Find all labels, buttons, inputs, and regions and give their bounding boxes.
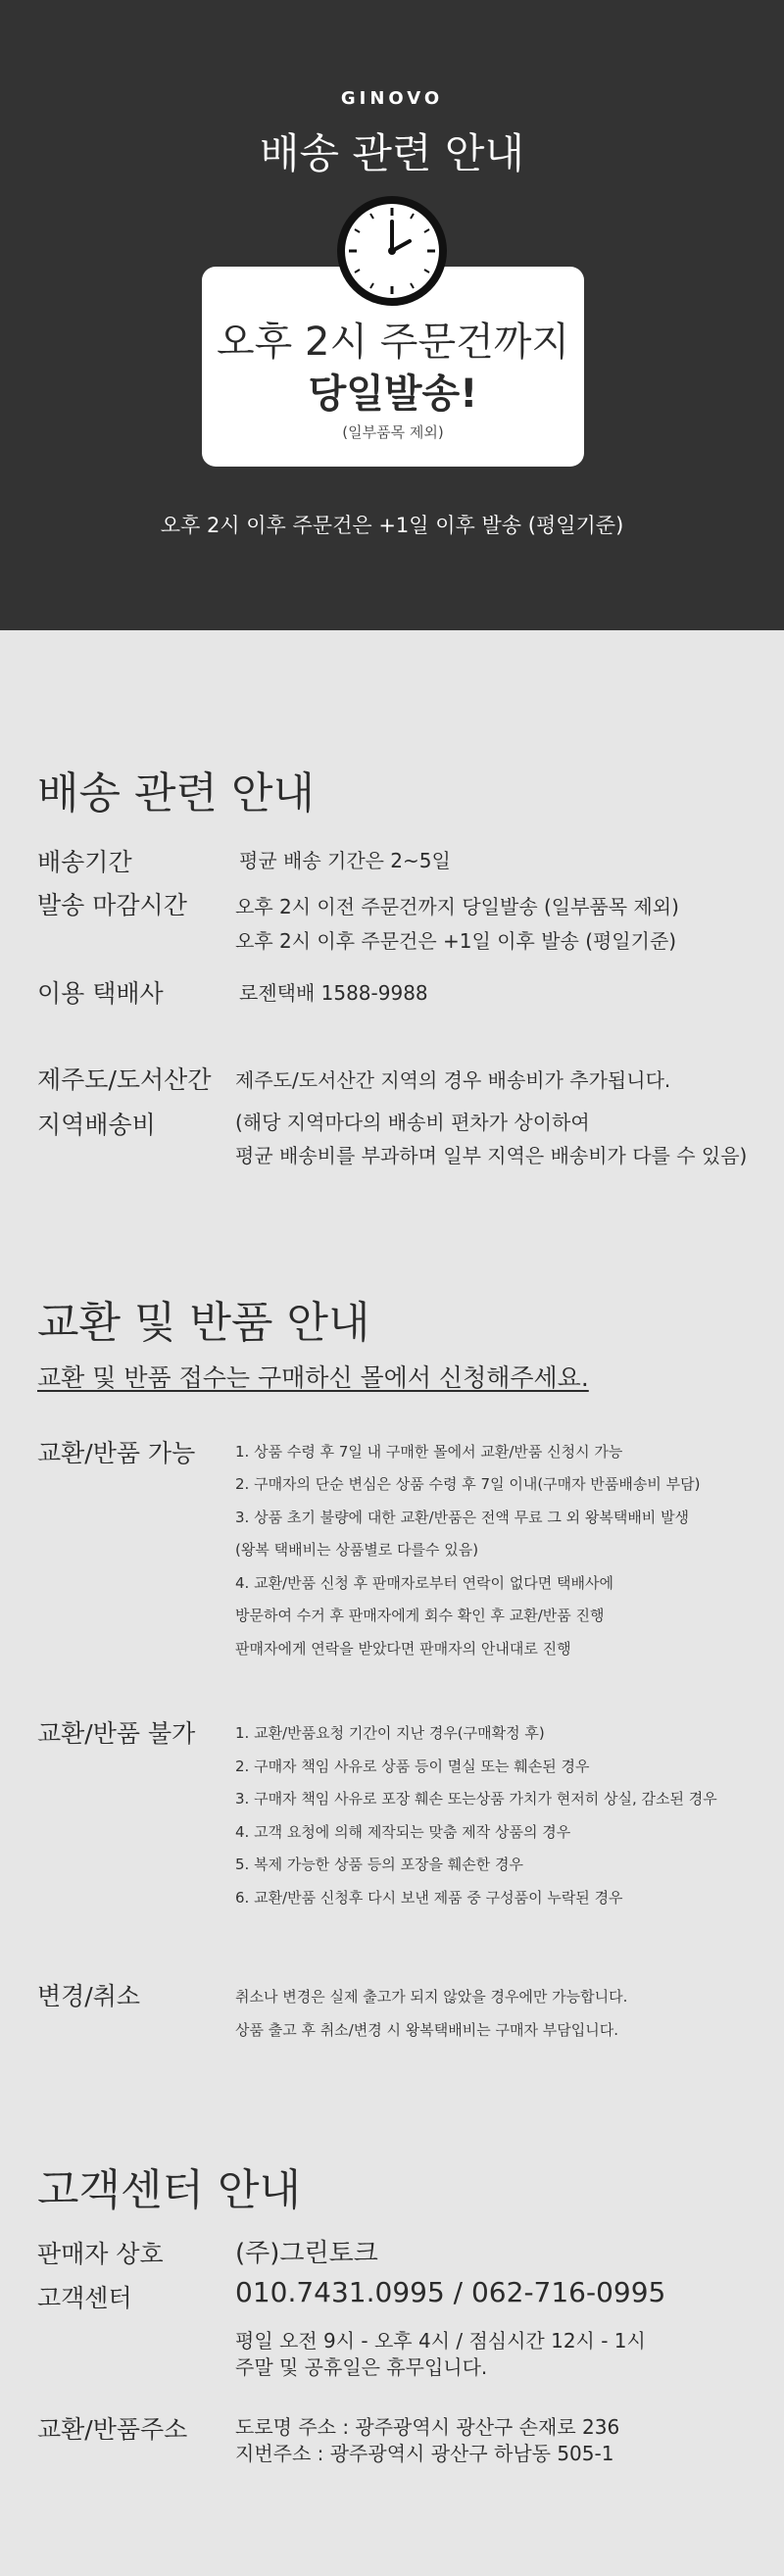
list-item: 6. 교환/반품 신청후 다시 보낸 제품 중 구성품이 누락된 경우: [235, 1889, 623, 1907]
list-item: 판매자에게 연락을 받았다면 판매자의 안내대로 진행: [235, 1640, 571, 1658]
returns-possible-label: 교환/반품 가능: [37, 1439, 196, 1467]
cs-section-title: 고객센터 안내: [37, 2165, 302, 2215]
cancel-label: 변경/취소: [37, 1982, 141, 2010]
returns-impossible-label: 교환/반품 불가: [37, 1719, 196, 1748]
card-line-1: 오후 2시 주문건까지: [217, 320, 569, 365]
hero-subtitle: 오후 2시 이후 주문건은 +1일 이후 발송 (평일기준): [160, 514, 624, 537]
list-item: 3. 구매자 책임 사유로 포장 훼손 또는상품 가치가 현저히 상실, 감소된 경우: [235, 1790, 717, 1808]
island-value-1: 제주도/도서산간 지역의 경우 배송비가 추가됩니다.: [235, 1068, 671, 1092]
island-label-2: 지역배송비: [37, 1111, 156, 1139]
island-label-1: 제주도/도서산간: [37, 1065, 212, 1094]
period-value: 평균 배송 기간은 2~5일: [239, 849, 451, 872]
list-item: 1. 교환/반품요청 기간이 지난 경우(구매확정 후): [235, 1724, 545, 1742]
clock-icon: [337, 196, 447, 306]
hours-line-2: 주말 및 공휴일은 휴무입니다.: [235, 2355, 488, 2379]
hero-title: 배송 관련 안내: [259, 129, 525, 177]
address-line-1: 도로명 주소 : 광주광역시 광산구 손재로 236: [235, 2415, 620, 2439]
seller-value: (주)그린토크: [235, 2239, 378, 2268]
center-phone: 010.7431.0995 / 062-716-0995: [235, 2276, 666, 2308]
courier-value: 로젠택배 1588-9988: [239, 981, 428, 1005]
returns-notice: 교환 및 반품 접수는 구매하신 몰에서 신청해주세요.: [37, 1363, 589, 1392]
address-label: 교환/반품주소: [37, 2415, 188, 2444]
center-label: 고객센터: [37, 2284, 132, 2312]
card-note: (일부품목 제외): [342, 423, 444, 441]
cutoff-value-1: 오후 2시 이전 주문건까지 당일발송 (일부품목 제외): [235, 895, 679, 918]
cutoff-value-2: 오후 2시 이후 주문건은 +1일 이후 발송 (평일기준): [235, 929, 677, 953]
card-line-2: 당일발송!: [308, 372, 478, 417]
list-item: 취소나 변경은 실제 출고가 되지 않았을 경우에만 가능합니다.: [235, 1988, 628, 2006]
list-item: 방문하여 수거 후 판매자에게 회수 확인 후 교환/반품 진행: [235, 1607, 605, 1624]
brand-logo: GINOVO: [340, 88, 444, 109]
seller-label: 판매자 상호: [37, 2240, 164, 2268]
list-item: 2. 구매자 책임 사유로 상품 등이 멸실 또는 훼손된 경우: [235, 1758, 590, 1775]
period-label: 배송기간: [37, 848, 132, 876]
island-value-3: 평균 배송비를 부과하며 일부 지역은 배송비가 다를 수 있음): [235, 1144, 748, 1167]
courier-label: 이용 택배사: [37, 979, 164, 1008]
cutoff-label: 발송 마감시간: [37, 891, 187, 919]
list-item: 상품 출고 후 취소/변경 시 왕복택배비는 구매자 부담입니다.: [235, 2021, 618, 2039]
hours-line-1: 평일 오전 9시 - 오후 4시 / 점심시간 12시 - 1시: [235, 2329, 646, 2353]
list-item: (왕복 택배비는 상품별로 다를수 있음): [235, 1541, 479, 1559]
list-item: 5. 복제 가능한 상품 등의 포장을 훼손한 경우: [235, 1856, 524, 1873]
list-item: 1. 상품 수령 후 7일 내 구매한 몰에서 교환/반품 신청시 가능: [235, 1443, 623, 1461]
island-value-2: (해당 지역마다의 배송비 편차가 상이하여: [235, 1111, 590, 1134]
shipping-section-title: 배송 관련 안내: [37, 768, 315, 818]
list-item: 3. 상품 초기 불량에 대한 교환/반품은 전액 무료 그 외 왕복택배비 발생: [235, 1509, 690, 1526]
address-line-2: 지번주소 : 광주광역시 광산구 하남동 505-1: [235, 2442, 614, 2465]
list-item: 4. 고객 요청에 의해 제작되는 맞춤 제작 상품의 경우: [235, 1823, 571, 1841]
hero-banner: [0, 0, 784, 630]
returns-section-title: 교환 및 반품 안내: [37, 1298, 370, 1348]
list-item: 2. 구매자의 단순 변심은 상품 수령 후 7일 이내(구매자 반품배송비 부담): [235, 1475, 701, 1493]
list-item: 4. 교환/반품 신청 후 판매자로부터 연락이 없다면 택배사에: [235, 1574, 614, 1592]
